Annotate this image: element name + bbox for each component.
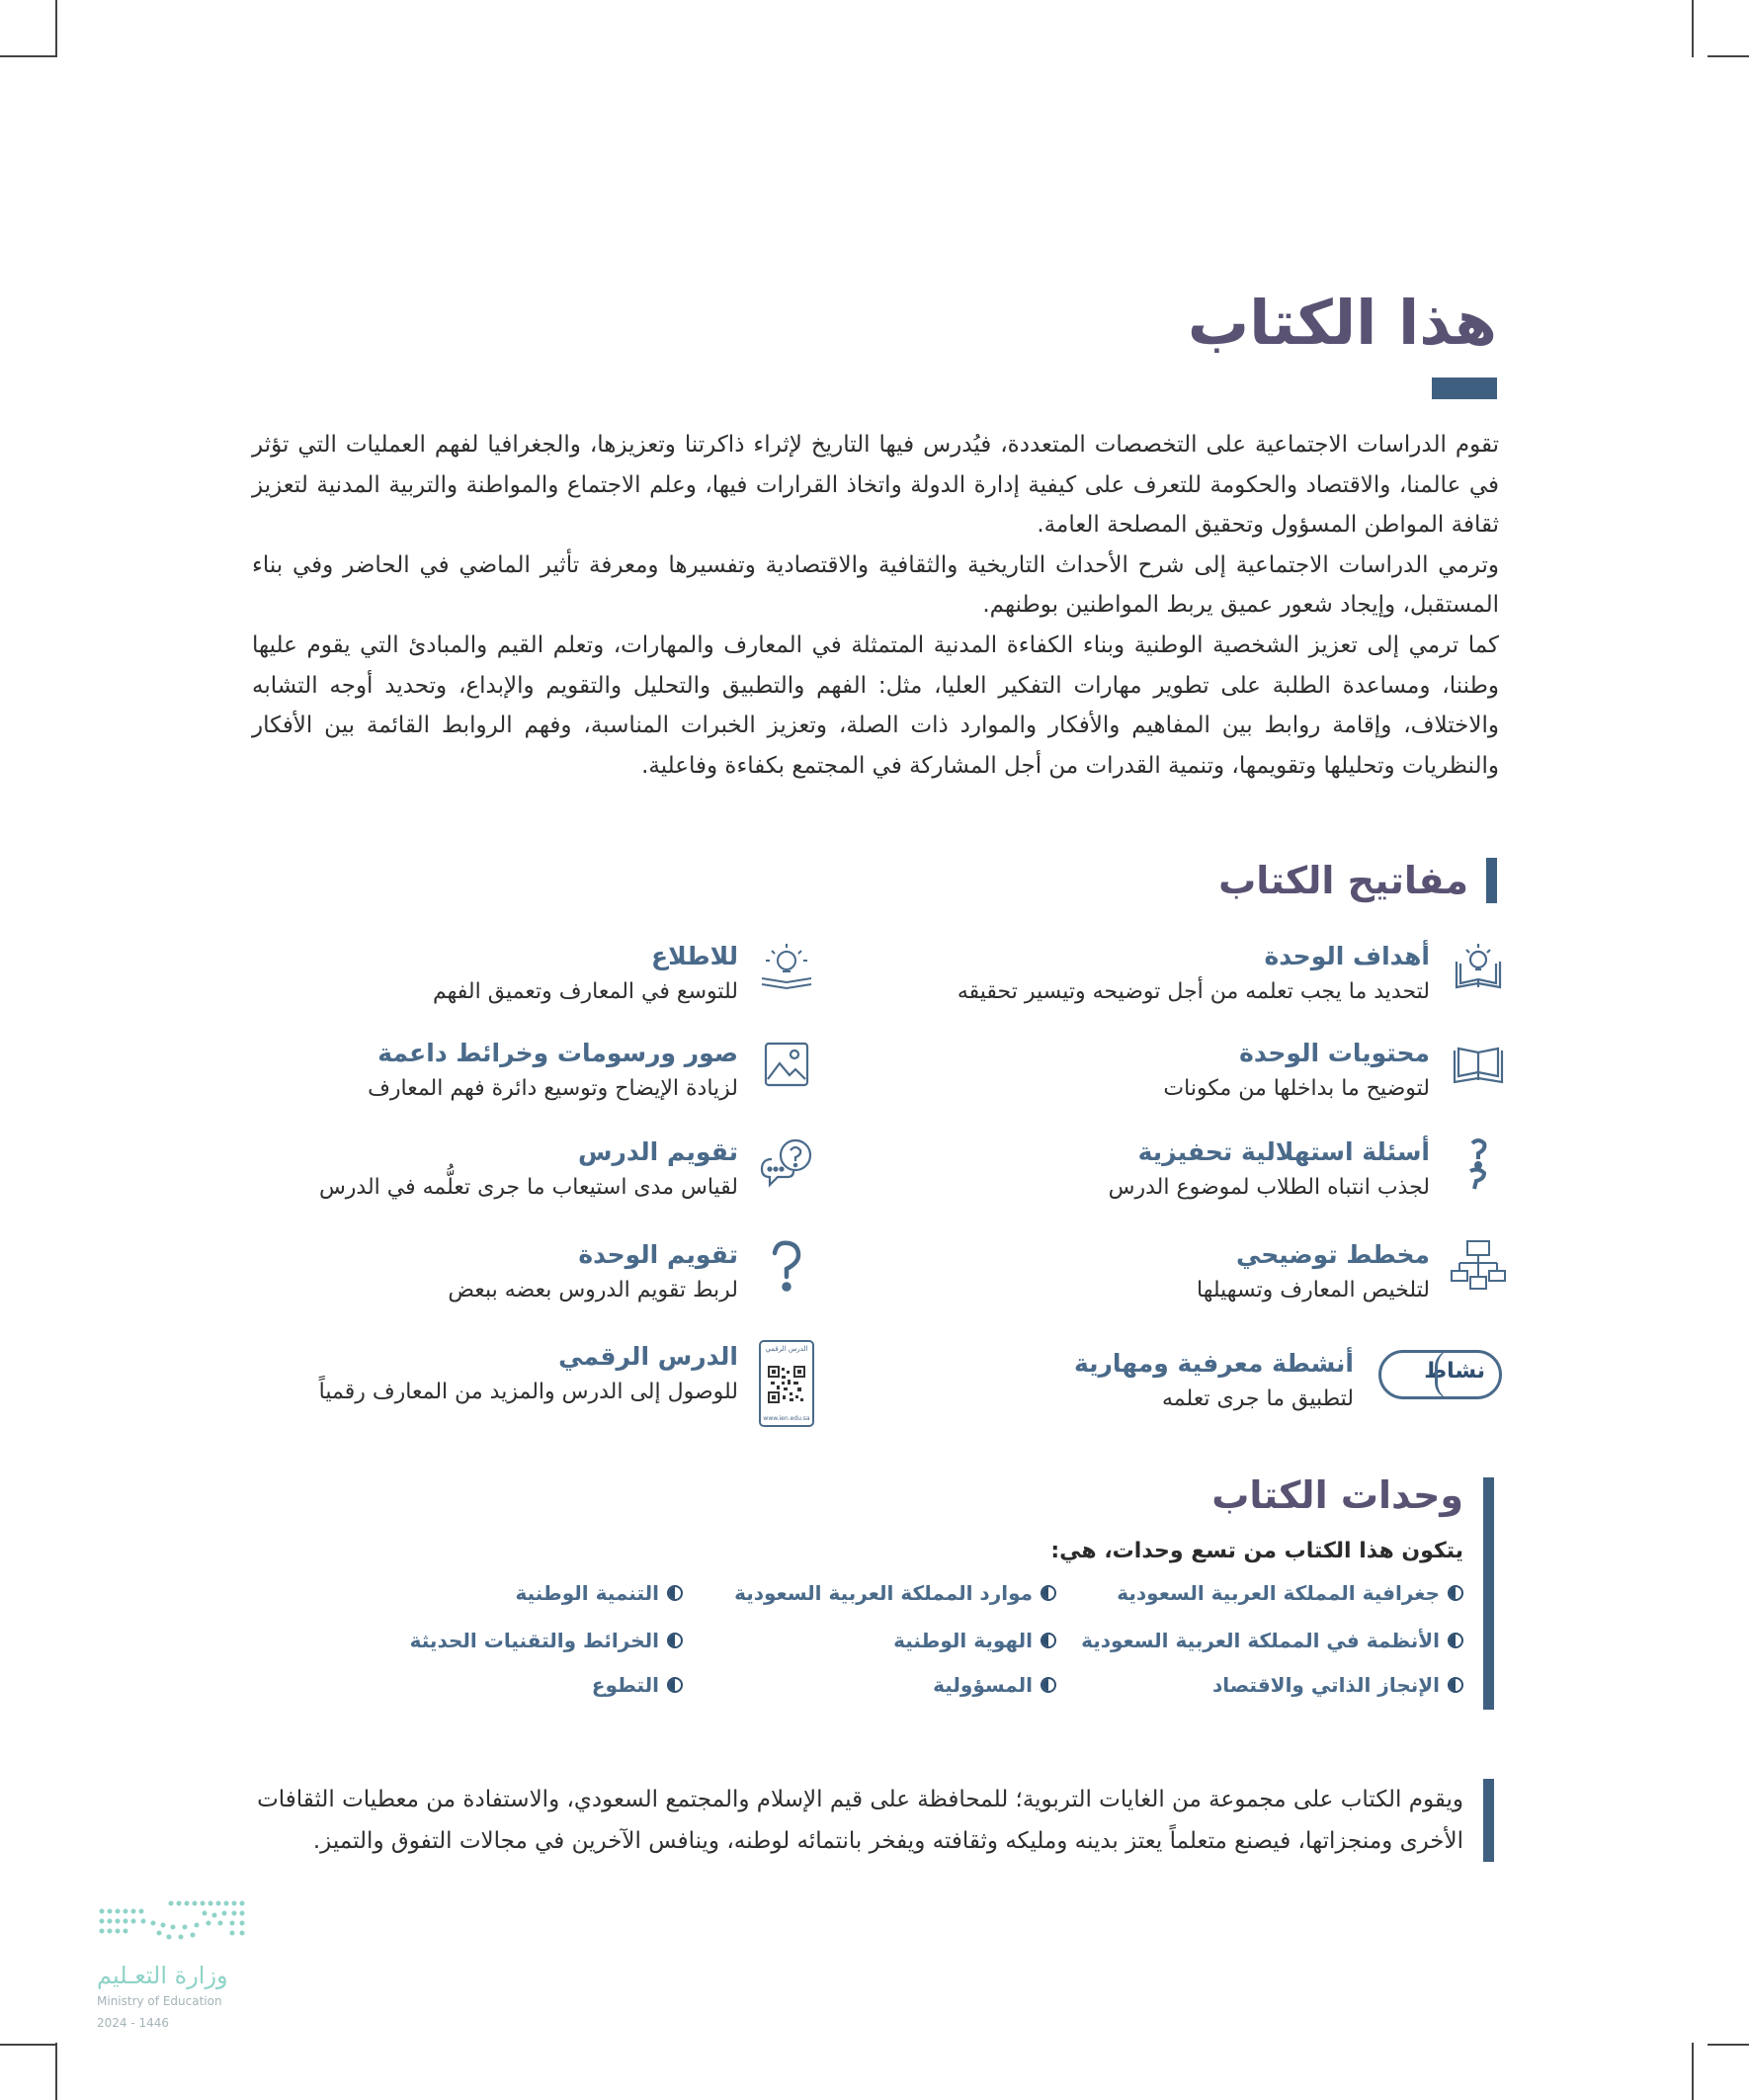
bullet-icon (1041, 1585, 1056, 1601)
key-unit-assessment (448, 1237, 815, 1308)
closing-paragraph: ويقوم الكتاب على مجموعة من الغايات التربوية؛ للمحافظة على قيم الإسلام والمجتمع السعودي، والاستفادة من معطيات الثقافات الأخرى ومنجزاتها، فيصنع متعلماً يعتز بدينه ومليكه وثقافته ويفخر بانتمائه لوطنه، وينافس الآخرين في مجالات التفوق والتميز. (219, 1779, 1494, 1862)
key-unit-contents (1163, 1036, 1507, 1107)
intro-paragraph: وترمي الدراسات الاجتماعية إلى شرح الأحداث التاريخية والثقافية والاقتصادية وتفسيرها ومعرفة تأثير الماضي في الحاضر وفي بناء المستقبل، وإيجاد شعور عميق يربط المواطنين بوطنهم. (252, 551, 1499, 619)
key-title: تقويم الوحدة (578, 1240, 738, 1269)
crop-mark (1692, 2043, 1694, 2100)
unit-item (893, 1629, 1056, 1652)
book-lightbulb-icon (1450, 939, 1507, 996)
bullet-icon (1041, 1677, 1056, 1693)
bullet-icon (1041, 1633, 1056, 1648)
key-title: أهداف الوحدة (1264, 942, 1430, 970)
qr-pattern (768, 1366, 805, 1403)
bullet-icon (667, 1633, 683, 1648)
units-section (376, 1473, 1494, 1710)
crop-mark (55, 0, 57, 57)
activity-badge-text: نشاط (1424, 1359, 1485, 1384)
unit-label: الخرائط والتقنيات الحديثة (409, 1629, 659, 1652)
unit-item (1081, 1629, 1463, 1652)
bullet-icon (1448, 1677, 1463, 1693)
ministry-name-en: Ministry of Education (97, 1994, 222, 2008)
title-underline (1432, 378, 1497, 399)
question-mark-icon (758, 1237, 815, 1295)
unit-item (734, 1581, 1056, 1605)
unit-label: الأنظمة في المملكة العربية السعودية (1081, 1629, 1440, 1652)
lightbulb-book-icon (758, 939, 815, 996)
unit-item (933, 1673, 1056, 1697)
crop-mark (1707, 55, 1749, 57)
key-title: أنشطة معرفية ومهارية (1073, 1349, 1354, 1378)
key-activities (1074, 1346, 1507, 1417)
key-lesson-assessment (319, 1134, 815, 1206)
unit-item (515, 1581, 683, 1605)
key-title: محتويات الوحدة (1239, 1039, 1430, 1067)
keys-heading (1218, 858, 1497, 903)
unit-item (410, 1629, 683, 1652)
key-for-reading (433, 939, 815, 1010)
speech-question-icon (758, 1134, 815, 1192)
page-title: هذا الكتاب (1187, 287, 1497, 359)
unit-label: التطوع (591, 1673, 659, 1697)
key-desc: لتوضيح ما بداخلها من مكونات (1163, 1076, 1430, 1101)
key-title: أسئلة استهلالية تحفيزية (1137, 1137, 1430, 1166)
key-desc: لربط تقويم الدروس بعضه ببعض (448, 1278, 738, 1302)
qr-caption-bottom: www.ien.edu.sa (763, 1415, 810, 1422)
key-digital-lesson (319, 1339, 815, 1428)
key-desc: لتطبيق ما جرى تعلمه (1162, 1386, 1354, 1411)
ministry-name-ar: وزارة التعـليم (97, 1962, 228, 1989)
key-title: تقويم الدرس (577, 1137, 738, 1166)
badge-divider (1435, 1350, 1452, 1399)
intro-paragraph: كما ترمي إلى تعزيز الشخصية الوطنية وبناء الكفاءة المدنية المتمثلة في المعارف والمهارات، وتعلم القيم والمبادئ التي يقوم عليها وطننا، ومساعدة الطلبة على تطوير مهارات التفكير العليا، مثل: الفهم والتطبيق والتحليل والتقويم والإبداع، وتحديد أوجه التشابه والاختلاف، وإقامة روابط بين المفاهيم والأفكار والموارد ذات الصلة، وتعزيز الخبرات المناسبة، وفهم الروابط القائمة بين الأفكار والنظريات وتحليلها وتقويمها، وتنمية القدرات من أجل المشاركة في المجتمع بكفاءة وفاعلية. (252, 631, 1499, 779)
key-title: الدرس الرقمي (558, 1342, 738, 1371)
edition-year: 2024 - 1446 (97, 2016, 170, 2030)
ministry-logo-icon (94, 1897, 252, 1952)
key-desc: لزيادة الإيضاح وتوسيع دائرة فهم المعارف (368, 1076, 738, 1101)
crop-mark (0, 2044, 57, 2046)
key-desc: للوصول إلى الدرس والمزيد من المعارف رقمياً (318, 1380, 738, 1404)
units-heading: وحدات الكتاب (1211, 1473, 1463, 1517)
bullet-icon (1448, 1633, 1463, 1648)
bullet-icon (1448, 1585, 1463, 1601)
unit-label: التنمية الوطنية (515, 1581, 659, 1605)
intro-text (252, 425, 1499, 786)
unit-label: الإنجاز الذاتي والاقتصاد (1211, 1673, 1440, 1697)
unit-label: جغرافية المملكة العربية السعودية (1117, 1581, 1440, 1605)
activity-badge-icon (1374, 1346, 1507, 1403)
key-desc: لجذب انتباه الطلاب لموضوع الدرس (1108, 1175, 1430, 1200)
crop-mark (1692, 0, 1694, 57)
crop-mark (0, 55, 57, 57)
crop-mark (55, 2043, 57, 2100)
key-desc: لتلخيص المعارف وتسهيلها (1197, 1278, 1430, 1302)
flowchart-icon (1450, 1237, 1507, 1295)
key-desc: لتحديد ما يجب تعلمه من أجل توضيحه وتيسير تحقيقه (957, 979, 1430, 1004)
key-title: مخطط توضيحي (1235, 1240, 1430, 1269)
unit-label: المسؤولية (933, 1673, 1033, 1697)
question-stack-icon (1450, 1134, 1507, 1192)
units-intro: يتكون هذا الكتاب من تسع وحدات، هي: (1050, 1539, 1463, 1563)
bullet-icon (667, 1585, 683, 1601)
key-title: للاطلاع (651, 942, 738, 970)
heading-bar (1486, 858, 1497, 903)
key-images (368, 1036, 815, 1107)
key-title: صور ورسومات وخرائط داعمة (377, 1039, 738, 1067)
key-unit-objectives (958, 939, 1507, 1010)
image-icon (758, 1036, 815, 1093)
open-book-icon (1450, 1036, 1507, 1093)
crop-mark (1707, 2044, 1749, 2046)
unit-item (1212, 1673, 1463, 1697)
key-desc: لقياس مدى استيعاب ما جرى تعلُّمه في الدرس (318, 1175, 738, 1200)
key-opening-questions (1109, 1134, 1507, 1206)
unit-item (592, 1673, 683, 1697)
key-desc: للتوسع في المعارف وتعميق الفهم (432, 979, 738, 1004)
intro-paragraph: تقوم الدراسات الاجتماعية على التخصصات المتعددة، فيُدرس فيها التاريخ لإثراء ذاكرتنا وتعزيزها، والجغرافيا لفهم العمليات التي تؤثر في عالمنا، والاقتصاد والحكومة للتعرف على كيفية إدارة الدولة واتخاذ القرارات فيها، وعلم الاجتماع والمواطنة والتربية المدنية لتعزيز ثقافة المواطن المسؤول وتحقيق المصلحة العامة. (252, 432, 1499, 539)
unit-label: موارد المملكة العربية السعودية (734, 1581, 1033, 1605)
unit-item (1117, 1581, 1463, 1605)
qr-caption-top: الدرس الرقمي (765, 1345, 808, 1353)
unit-label: الهوية الوطنية (893, 1629, 1033, 1652)
qr-code-icon (758, 1339, 815, 1428)
keys-heading-text: مفاتيح الكتاب (1218, 859, 1468, 902)
key-diagram (1197, 1237, 1507, 1308)
bullet-icon (667, 1677, 683, 1693)
